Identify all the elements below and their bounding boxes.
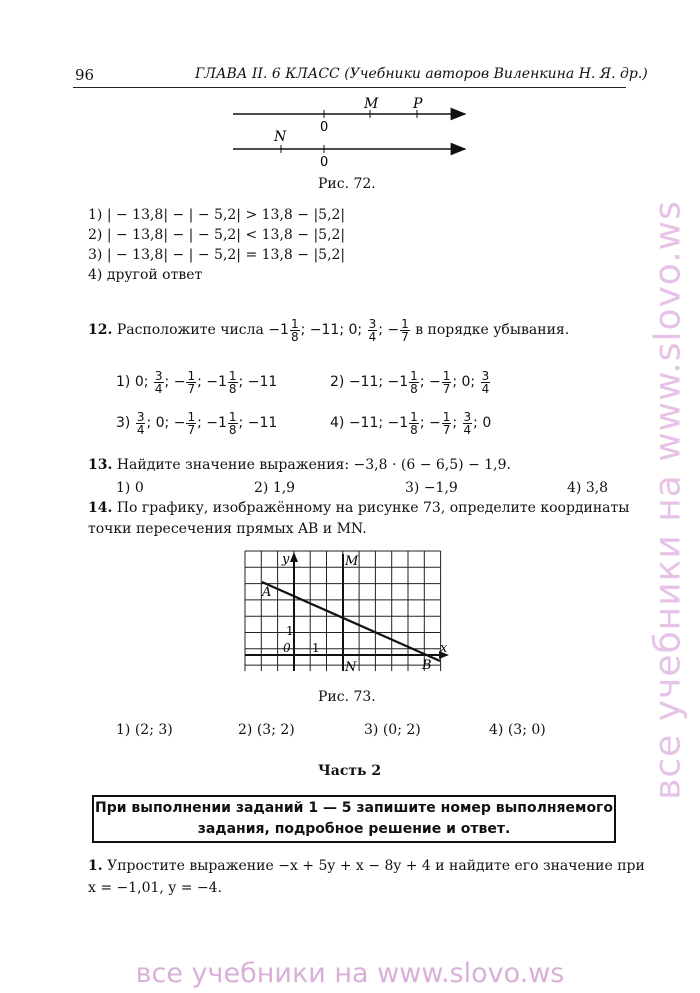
y-axis-arrow (290, 552, 298, 562)
fig72-caption: Рис. 72. (318, 176, 376, 192)
task12-option-2: 2) −11; −1 $\frac{1}{8}$ ; − $\frac{1}{7}$ ; 0; $\frac{3}{4}$ (330, 368, 490, 396)
task11-option-4: 4) другой ответ (88, 267, 203, 283)
bottom-watermark: все учебники на www.slovo.ws (135, 958, 565, 989)
part2-task1-line-1 (88, 858, 645, 874)
task11-option-1: 1) | − 13,8| − | − 5,2| > 13,8 − |5,2| (88, 207, 346, 223)
label-m: M (364, 96, 379, 112)
task14-option-1: 1) (2; 3) (116, 722, 173, 738)
task12-option-4: 4) −11; −1 $\frac{1}{8}$ ; − $\frac{1}{7}$ ; $\frac{3}{4}$ ; 0 (330, 409, 492, 437)
figure-72 (225, 92, 475, 172)
task12-number: 12. (88, 322, 113, 338)
task12-statement (88, 315, 569, 345)
page-number: 96 (75, 66, 95, 84)
task14-number: 14. (88, 500, 113, 516)
label-n: N (274, 129, 287, 145)
task11-option-3: 3) | − 13,8| − | − 5,2| = 13,8 − |5,2| (88, 247, 346, 263)
task12-text-after: в порядке убывания. (415, 322, 570, 338)
running-header: ГЛАВА II. 6 КЛАСС (Учебники авторов Виленкина Н. Я. др.) (195, 66, 648, 82)
task14-text-1: По графику, изображённому на рисунке 73, определите координаты (116, 500, 630, 516)
label-origin: 0 (283, 641, 291, 655)
task12-text-before: Расположите числа (116, 322, 264, 338)
part2-task1-text-2: x = −1,01, y = −4. (88, 880, 222, 896)
task13-option-3: 3) −1,9 (405, 480, 458, 496)
task11-option-2: 2) | − 13,8| − | − 5,2| < 13,8 − |5,2| (88, 227, 346, 243)
task14-option-4: 4) (3; 0) (489, 722, 546, 738)
label-x-one: 1 (312, 641, 320, 655)
label-n: N (345, 660, 357, 675)
task13-number: 13. (88, 457, 113, 473)
part2-task1-number: 1. (88, 858, 103, 874)
task14-line-1 (88, 500, 629, 516)
part2-title: Часть 2 (318, 763, 382, 779)
label-a: A (262, 585, 272, 600)
part2-instruction-line-2: задания, подробное решение и ответ. (197, 821, 511, 837)
label-m: M (345, 554, 359, 569)
label-zero-1: 0 (320, 120, 329, 135)
label-y-one: 1 (286, 624, 294, 638)
label-p: P (413, 96, 423, 112)
task13-statement (88, 457, 511, 473)
label-zero-2: 0 (320, 155, 329, 170)
task14-text-2: точки пересечения прямых AB и MN. (88, 521, 367, 537)
task12-numbers: −1 $\frac{1}{8}$ ; −11; 0; $\frac{3}{4}$ ; − $\frac{1}{7}$ (268, 316, 409, 344)
task13-text: Найдите значение выражения: −3,8 · (6 − 6,5) − 1,9. (116, 457, 511, 473)
task13-option-4: 4) 3,8 (567, 480, 609, 496)
task14-option-3: 3) (0; 2) (364, 722, 421, 738)
part2-task1-text-1: Упростите выражение −x + 5y + x − 8y + 4 и найдите его значение при (107, 858, 645, 874)
task13-option-1: 1) 0 (116, 480, 144, 496)
header-rule (73, 87, 626, 88)
part2-instruction-box (92, 795, 616, 843)
vertical-watermark-text: все учебники на www.slovo.ws (647, 200, 688, 800)
figure-73 (242, 548, 457, 678)
task13-option-2: 2) 1,9 (254, 480, 296, 496)
label-x: x (440, 641, 448, 656)
fig73-caption: Рис. 73. (318, 689, 376, 705)
label-b: B (422, 658, 432, 673)
vertical-watermark (640, 140, 695, 860)
task12-option-3: 3) $\frac{3}{4}$ ; 0; − $\frac{1}{7}$ ; −1 $\frac{1}{8}$ ; −11 (116, 409, 278, 437)
task14-option-2: 2) (3; 2) (238, 722, 295, 738)
task12-option-1: 1) 0; $\frac{3}{4}$ ; − $\frac{1}{7}$ ; −1 $\frac{1}{8}$ ; −11 (116, 368, 278, 396)
label-y: y (282, 552, 290, 567)
part2-instruction-line-1: При выполнении заданий 1 — 5 запишите номер выполняемого (95, 800, 613, 816)
